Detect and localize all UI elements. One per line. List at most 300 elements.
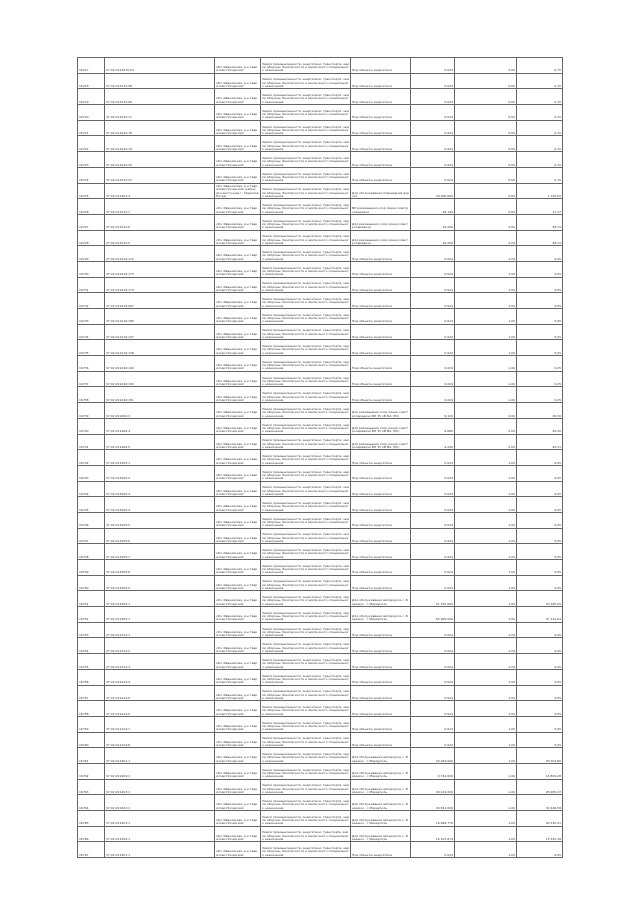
tax-amount-cell: 0,05 xyxy=(517,654,563,670)
table-row xyxy=(78,795,563,811)
tax-rate-cell: 0,50 xyxy=(455,89,517,105)
cadastral-number-cell: 37:02:011503:1 xyxy=(105,811,215,827)
location-cell: обл. Ивановская, р-н Гаврилово-Посадский xyxy=(215,371,261,387)
row-number-cell: 16754 xyxy=(78,638,105,654)
area-cell: 0,024 xyxy=(411,324,455,340)
location-cell: обл. Ивановская, р-н Гаврилово-Посадский xyxy=(215,230,261,246)
land-category-cell: Земли промышленности, энергетики, транспорta, земли обороны, безопасности и земли иного специального назначения xyxy=(261,826,351,842)
area-cell: 0,024 xyxy=(411,465,455,481)
cadastral-number-cell: 37:02:011402:1 xyxy=(105,795,215,811)
area-cell: 0,024 xyxy=(411,622,455,638)
area-cell: 0,024 xyxy=(411,356,455,372)
tax-rate-cell: 1,00 xyxy=(455,465,517,481)
land-category-cell: Земли промышленности, энергетики, транспорта, земли обороны, безопасности и земли иного специального назначения xyxy=(261,371,351,387)
land-category-cell: Земли промышленности, энергетики, транспорта, земли обороны, безопасности и земли иного специального назначения xyxy=(261,418,351,434)
location-cell: обл. Ивановская, р-н Гаврилово-Посадский xyxy=(215,136,261,152)
permitted-use-cell: Для обслуживания подъездной дороги xyxy=(351,183,411,199)
cadastral-number-cell: 37:02:011406:4 xyxy=(105,418,215,434)
location-cell: обл. Ивановская, р-н Гаврилово-Посадский xyxy=(215,293,261,309)
tax-rate-cell: 1,00 xyxy=(455,544,517,560)
permitted-use-cell: Под объекты энергетики xyxy=(351,324,411,340)
row-number-cell: 16763 xyxy=(78,779,105,795)
row-number-cell: 16751 xyxy=(78,591,105,607)
location-cell: обл. Ивановская, р-н Гаврилово-Посадский xyxy=(215,481,261,497)
land-category-cell: Земли промышленности, энергетики, транспорта, земли обороны, безопасности и земли иного специального назначения xyxy=(261,136,351,152)
table-row xyxy=(78,450,563,466)
land-category-cell: Земли промышленности, энергетики, транспорта, земли обороны, безопасности и земли иного специального назначения xyxy=(261,748,351,764)
table-row xyxy=(78,309,563,325)
land-category-cell: Земли промышленности, энергетики, транспорта, земли обороны, безопасности и земли иного специального назначения xyxy=(261,560,351,576)
area-cell: 46,140 xyxy=(411,199,455,215)
area-cell: 0,024 xyxy=(411,246,455,262)
land-category-cell: Земли промышленности, энергетики, транспорта, земли обороны, безопасности и земли иного специального назначения xyxy=(261,167,351,183)
location-cell: обл. Ивановская, р-н Гаврилово-Посадский xyxy=(215,120,261,136)
tax-rate-cell: 1,00 xyxy=(455,261,517,277)
table-row xyxy=(78,73,563,89)
location-cell: обл. Ивановская, р-н Гаврилово-Посадский xyxy=(215,246,261,262)
location-cell: обл. Ивановская, р-н Гаврилово-Посадский xyxy=(215,418,261,434)
table-row xyxy=(78,434,563,450)
permitted-use-cell: Под объекты энергетики xyxy=(351,544,411,560)
location-cell: обл. Ивановская, р-н Гаврилово-Посадский xyxy=(215,811,261,827)
area-cell: 0,024 xyxy=(411,309,455,325)
area-cell: 0,024 xyxy=(411,89,455,105)
permitted-use-cell: Под объекты энергетики xyxy=(351,152,411,168)
permitted-use-cell: Для размещения опор линии электропередачи ВЛ 35 кВ №1 (ПС) xyxy=(351,403,411,419)
row-number-cell: 16740 xyxy=(78,418,105,434)
row-number-cell: 16760 xyxy=(78,732,105,748)
table-row xyxy=(78,293,563,309)
row-number-cell: 16729 xyxy=(78,246,105,262)
table-row xyxy=(78,105,563,121)
table-row xyxy=(78,152,563,168)
tax-rate-cell: 1,00 xyxy=(455,246,517,262)
tax-amount-cell: 0,05 xyxy=(517,371,563,387)
tax-amount-cell: 48,72 xyxy=(517,230,563,246)
cadastral-number-cell: 37:02:011415:18 xyxy=(105,120,215,136)
location-cell: обл. Ивановская, р-н Гаврилово-Посадский xyxy=(215,826,261,842)
row-number-cell: 16746 xyxy=(78,512,105,528)
tax-rate-cell: 0,50 xyxy=(455,73,517,89)
land-category-cell: Земли промышленности, энергетики, транспорта, земли обороны, безопасности и земли иного специального назначения xyxy=(261,512,351,528)
location-cell: обл. Ивановская, р-н Гаврилово-Посадский xyxy=(215,261,261,277)
table-row xyxy=(78,544,563,560)
tax-rate-cell: 1,00 xyxy=(455,716,517,732)
permitted-use-cell: Под объекты энергетики xyxy=(351,387,411,403)
permitted-use-cell: Под объекты энергетики xyxy=(351,465,411,481)
table-row xyxy=(78,120,563,136)
cadastral-number-cell: 37:02:011416:097 xyxy=(105,293,215,309)
location-cell: обл. Ивановская, р-н Гаврилово-Посадский xyxy=(215,214,261,230)
row-number-cell: 16728 xyxy=(78,230,105,246)
permitted-use-cell: ВЛ размещения опор линии электропередачи xyxy=(351,199,411,215)
tax-amount-cell: 20 345,25 xyxy=(517,591,563,607)
area-cell: 64 905,000 xyxy=(411,607,455,623)
row-number-cell: 16726 xyxy=(78,199,105,215)
cadastral-number-cell: 37:02:011415:21 xyxy=(105,167,215,183)
cadastral-number-cell: 37:02:011415:7 xyxy=(105,199,215,215)
tax-rate-cell: 1,00 xyxy=(455,607,517,623)
permitted-use-cell: Под объекты энергетики xyxy=(351,450,411,466)
cadastral-number-cell: 37:02:011501:1 xyxy=(105,842,215,858)
area-cell: 10 107,874 xyxy=(411,826,455,842)
land-category-cell: Земли промышленности, энергетики, транспорта, земли обороны, безопасности и земли иного специального назначения xyxy=(261,58,351,74)
cadastral-number-cell: 37:02:011416:174 xyxy=(105,277,215,293)
tax-rate-cell: 0,50 xyxy=(455,199,517,215)
land-category-cell: Земли промышленности, энергетики, транспорта, земли обороны, безопасности и земли иного специального назначения xyxy=(261,293,351,309)
tax-amount-cell: 0,05 xyxy=(517,669,563,685)
cadastral-number-cell: 37:02:011406:3 xyxy=(105,403,215,419)
cadastral-number-cell: 37:02:011416:147 xyxy=(105,324,215,340)
tax-amount-cell: 0,05 xyxy=(517,716,563,732)
area-cell: 0,024 xyxy=(411,701,455,717)
location-cell: обл. Ивановская, р-н Гаврилово-Посадский xyxy=(215,152,261,168)
permitted-use-cell: Под объекты энергетики xyxy=(351,842,411,858)
tax-rate-cell: 1,00 xyxy=(455,669,517,685)
tax-amount-cell: 0,05 xyxy=(517,575,563,591)
tax-amount-cell: 11,37 xyxy=(517,199,563,215)
tax-amount-cell: 0,05 xyxy=(517,465,563,481)
land-category-cell: Земли промышленности, энергетики, транспорта, земли обороны, безопасности и земли иного специального назначения xyxy=(261,230,351,246)
permitted-use-cell: Под объекты энергетики xyxy=(351,136,411,152)
land-category-cell: Земли промышленности, энергетики, транспорта, земли обороны, безопасности и земли иного специального назначения xyxy=(261,356,351,372)
location-cell: обл. Ивановская, р-н Гаврилово-Посадский xyxy=(215,560,261,576)
area-cell: 0,024 xyxy=(411,575,455,591)
tax-rate-cell: 0,50 xyxy=(455,167,517,183)
permitted-use-cell: Под объекты энергетики xyxy=(351,716,411,732)
land-category-cell: Земли промышленности, энергетики, транспорта, земли обороны, безопасности и земли иного специального назначения xyxy=(261,340,351,356)
land-category-cell: Земли промышленности, энергетики, транспорта, земли обороны, безопасности и земли иного специального назначения xyxy=(261,685,351,701)
area-cell: 16 684,770 xyxy=(411,811,455,827)
location-cell: обл. Ивановская, р-н Гаврилово-Посадский xyxy=(215,356,261,372)
row-number-cell: 16766 xyxy=(78,826,105,842)
cadastral-number-cell: 37:02:011505:4 xyxy=(105,497,215,513)
row-number-cell: 16730 xyxy=(78,261,105,277)
area-cell: 0,024 xyxy=(411,685,455,701)
land-category-cell: Земли промышленности, энергетики, транспорта, земли обороны, безопасности и земли иного специального назначения xyxy=(261,638,351,654)
tax-amount-cell: 0,05 xyxy=(517,528,563,544)
cadastral-number-cell: 37:02:011416:148 xyxy=(105,340,215,356)
tax-amount-cell: 0,75 xyxy=(517,58,563,74)
area-cell: 0,024 xyxy=(411,497,455,513)
row-number-cell: 16720 xyxy=(78,105,105,121)
tax-rate-cell: 2,00 xyxy=(455,58,517,74)
permitted-use-cell: Под объекты энергетики xyxy=(351,340,411,356)
table-row xyxy=(78,183,563,199)
table-row xyxy=(78,685,563,701)
table-row xyxy=(78,622,563,638)
row-number-cell: 16759 xyxy=(78,716,105,732)
tax-amount-cell: 16 829,28 xyxy=(517,763,563,779)
table-row xyxy=(78,371,563,387)
row-number-cell: 16745 xyxy=(78,497,105,513)
row-number-cell: 16735 xyxy=(78,340,105,356)
row-number-cell: 16767 xyxy=(78,842,105,858)
table-row xyxy=(78,732,563,748)
area-cell: 0,024 xyxy=(411,105,455,121)
row-number-cell: 16761 xyxy=(78,748,105,764)
tax-rate-cell: 2,00 xyxy=(455,434,517,450)
cadastral-number-cell: 37:02:011505:6 xyxy=(105,528,215,544)
permitted-use-cell: Для обслуживания автодороги с. Бережок - г.Мариуполь xyxy=(351,607,411,623)
location-cell: обл. Ивановская, р-н Гаврилово-Посадский xyxy=(215,779,261,795)
table-row xyxy=(78,842,563,858)
location-cell: обл. Ивановская, р-н Гаврилово-Посадский xyxy=(215,387,261,403)
land-category-cell: Земли промышленности, энергетики, транспорта, земли обороны, безопасности и земли иного специального назначения xyxy=(261,105,351,121)
table-row xyxy=(78,136,563,152)
location-cell: обл. Ивановская, р-н Гаврилово-Посадский xyxy=(215,199,261,215)
row-number-cell: 16725 xyxy=(78,183,105,199)
tax-amount-cell: 0,05 xyxy=(517,293,563,309)
cadastral-number-cell: 37:02:011406:5 xyxy=(105,434,215,450)
location-cell: обл. Ивановская, р-н Гаврилово-Посадский xyxy=(215,638,261,654)
row-number-cell: 16718 xyxy=(78,73,105,89)
permitted-use-cell: Под объекты энергетики xyxy=(351,277,411,293)
row-number-cell: 16732 xyxy=(78,293,105,309)
area-cell: 0,024 xyxy=(411,340,455,356)
tax-amount-cell: 0,15 xyxy=(517,73,563,89)
row-number-cell: 16750 xyxy=(78,575,105,591)
permitted-use-cell: Под объекты энергетики xyxy=(351,481,411,497)
row-number-cell: 16755 xyxy=(78,654,105,670)
tax-rate-cell: 1,00 xyxy=(455,450,517,466)
area-cell: 0,024 xyxy=(411,58,455,74)
cadastral-number-cell: 37:02:011405:1 xyxy=(105,591,215,607)
tax-amount-cell: 0,05 xyxy=(517,732,563,748)
cadastral-number-cell: 37:02:011505:3 xyxy=(105,481,215,497)
permitted-use-cell: Под объекты энергетики xyxy=(351,638,411,654)
table-row xyxy=(78,214,563,230)
location-cell: обл. Ивановская, р-н Гаврилово-Посадский xyxy=(215,340,261,356)
row-number-cell: 16748 xyxy=(78,544,105,560)
land-category-cell: Земли промышленности, энергетики, транспорта, земли обороны, безопасности и земли иного специального назначения xyxy=(261,120,351,136)
tax-amount-cell: 0,05 xyxy=(517,324,563,340)
land-category-cell: Земли промышленности, энергетики, транспорта, земли обороны, безопасности и земли иного специального назначения xyxy=(261,732,351,748)
land-category-cell: Земли промышленности, энергетики, транспорта, земли обороны, безопасности и земли иного специального назначения xyxy=(261,544,351,560)
tax-rate-cell: 1,00 xyxy=(455,842,517,858)
permitted-use-cell: Под объекты энергетики xyxy=(351,105,411,121)
area-cell: 0,024 xyxy=(411,293,455,309)
permitted-use-cell: Под объекты энергетики xyxy=(351,73,411,89)
land-category-cell: Земли промышленности, энергетики, транспорта, земли обороны, безопасности и земли иного специального назначения xyxy=(261,152,351,168)
cadastral-number-cell: 37:02:011416:149 xyxy=(105,356,215,372)
tax-amount-cell: 30 204,80 xyxy=(517,748,563,764)
tax-rate-cell: 1,00 xyxy=(455,309,517,325)
tax-amount-cell: 26,30 xyxy=(517,418,563,434)
land-category-cell: Земли промышленности, энергетики, транспорта, земли обороны, безопасности и земли иного специального назначения xyxy=(261,246,351,262)
cadastral-number-cell: 37:02:011414:5 xyxy=(105,685,215,701)
land-category-cell: Земли промышленности, энергетики, транспорта, земли обороны, безопасности и земли иного специального назначения xyxy=(261,214,351,230)
cadastral-number-cell: 37:02:011502:1 xyxy=(105,826,215,842)
tax-rate-cell: 2,00 xyxy=(455,418,517,434)
tax-amount-cell: 0,15 xyxy=(517,120,563,136)
table-row xyxy=(78,481,563,497)
location-cell: обл. Ивановская, р-н Гаврилово-Посадский, район, юго-восточнее г. Гаврилов Посад xyxy=(216,184,259,198)
land-category-cell: Земли промышленности, энергетики, транспорта, земли обороны, безопасности и земли иного специального назначения xyxy=(261,465,351,481)
row-number-cell: 16752 xyxy=(78,607,105,623)
cadastral-number-cell: 37:02:011416:173 xyxy=(105,261,215,277)
location-cell: обл. Ивановская, р-н Гаврилово-Посадский xyxy=(215,716,261,732)
location-cell: обл. Ивановская, р-н Гаврилово-Посадский xyxy=(215,89,261,105)
row-number-cell: 16717 xyxy=(78,58,105,74)
land-category-cell: Земли промышленности, энергетики, транспорта, земли обороны, безопасности и земли иного специального назначения xyxy=(261,481,351,497)
location-cell: обл. Ивановская, р-н Гаврилово-Посадский xyxy=(215,497,261,513)
table-row xyxy=(78,638,563,654)
permitted-use-cell: Под объекты энергетики xyxy=(351,669,411,685)
permitted-use-cell: Для обслуживания автодороги с. Бережок - г.Мариуполь xyxy=(351,591,411,607)
location-cell: обл. Ивановская, р-н Гаврилово-Посадский xyxy=(215,732,261,748)
tax-amount-cell: 26 905,47 xyxy=(517,779,563,795)
row-number-cell: 16741 xyxy=(78,434,105,450)
permitted-use-cell: Под объекты энергетики xyxy=(351,497,411,513)
location-cell: обл. Ивановская, р-н Гаврилово-Посадский xyxy=(215,277,261,293)
permitted-use-cell: Для обслуживания автодороги с. Бережок - г.Мариуполь xyxy=(351,826,411,842)
cadastral-number-cell: 37:02:011416:185 xyxy=(105,309,215,325)
tax-amount-cell: 0,05 xyxy=(517,277,563,293)
tax-amount-cell: 0,05 xyxy=(517,481,563,497)
tax-rate-cell: 1,00 xyxy=(455,732,517,748)
cadastral-number-cell: 37:02:011414:4 xyxy=(105,669,215,685)
tax-rate-cell: 1,00 xyxy=(455,481,517,497)
table-row xyxy=(78,340,563,356)
area-cell: 0,024 xyxy=(411,528,455,544)
area-cell: 0,024 xyxy=(411,136,455,152)
permitted-use-cell: Для размещения опор линии электропередачи xyxy=(351,214,411,230)
location-cell: обл. Ивановская, р-н Гаврилово-Посадский xyxy=(215,324,261,340)
table-row xyxy=(78,356,563,372)
tax-rate-cell: 0,50 xyxy=(455,105,517,121)
tax-rate-cell: 1,00 xyxy=(455,622,517,638)
land-category-cell: Земли промышленности, энергетики, транспорта, земли обороны, безопасности и земли иного специального назначения xyxy=(261,716,351,732)
area-cell: 20 101,000 xyxy=(411,779,455,795)
location-cell: обл. Ивановская, р-н Гаврилово-Посадский xyxy=(215,591,261,607)
table-row xyxy=(78,779,563,795)
tax-amount-cell: 30 446,58 xyxy=(517,795,563,811)
table-row xyxy=(78,811,563,827)
row-number-cell: 16722 xyxy=(78,136,105,152)
row-number-cell: 16734 xyxy=(78,324,105,340)
cadastral-number-cell: 37:02:011409:1 xyxy=(105,763,215,779)
tax-rate-cell: 1,00 xyxy=(455,560,517,576)
table-row xyxy=(78,58,563,74)
permitted-use-cell: Для обслуживания автодороги с. Бережок - г.Мариуполь xyxy=(351,779,411,795)
cadastral-number-cell: 37:02:011505:1 xyxy=(105,450,215,466)
land-category-cell: Земли промышленности, энергетики, транспорта, земли обороны, безопасности и земли иного специального назначения xyxy=(261,450,351,466)
tax-rate-cell: 2,00 xyxy=(455,230,517,246)
tax-rate-cell: 1,00 xyxy=(455,826,517,842)
table-row xyxy=(78,607,563,623)
permitted-use-cell: Под объекты энергетики xyxy=(351,58,411,74)
location-cell: обл. Ивановская, р-н Гаврилово-Посадский xyxy=(215,607,261,623)
location-cell: обл. Ивановская, р-н Гаврилово-Посадский xyxy=(215,748,261,764)
location-cell: обл. Ивановская, р-н Гаврилово-Посадский xyxy=(215,512,261,528)
permitted-use-cell: Под объекты энергетики xyxy=(351,654,411,670)
location-cell: обл. Ивановская, р-н Гаврилово-Посадский xyxy=(215,167,261,183)
tax-amount-cell: 0,05 xyxy=(517,560,563,576)
table-row xyxy=(78,512,563,528)
land-category-cell: Земли промышленности, энергетики, транспорта, земли обороны, безопасности и земли иного специального назначения xyxy=(261,669,351,685)
row-number-cell: 16731 xyxy=(78,277,105,293)
table-row xyxy=(78,560,563,576)
cadastral-number-cell: 37:02:011505:2 xyxy=(105,465,215,481)
area-cell: 0,024 xyxy=(411,638,455,654)
cadastral-number-cell: 37:02:011401:3 xyxy=(105,183,215,199)
area-cell: 0,024 xyxy=(411,73,455,89)
cadastral-number-cell: 37:02:011415:58 xyxy=(105,73,215,89)
tax-amount-cell: 0,05 xyxy=(517,309,563,325)
table-row xyxy=(78,465,563,481)
permitted-use-cell: Под объекты энергетики xyxy=(351,732,411,748)
land-category-cell: Земли промышленности, энергетики, транспорта, земли обороны, безопасности и земли иного специального назначения xyxy=(261,763,351,779)
location-cell: обл. Ивановская, р-н Гаврилово-Посадский xyxy=(215,403,261,419)
tax-rate-cell: 1,00 xyxy=(455,748,517,764)
permitted-use-cell: Под объекты энергетики xyxy=(351,512,411,528)
tax-rate-cell: 2,00 xyxy=(455,403,517,419)
cadastral-number-cell: 37:02:011415:20 xyxy=(105,152,215,168)
area-cell: 9,120 xyxy=(411,403,455,419)
cadastral-number-cell: 37:02:011415:56 xyxy=(105,89,215,105)
cadastral-number-cell: 37:02:011505:7 xyxy=(105,544,215,560)
tax-rate-cell: 1,00 xyxy=(455,512,517,528)
table-row xyxy=(78,89,563,105)
tax-amount-cell: 0,05 xyxy=(517,701,563,717)
land-category-cell: Земли промышленности, энергетики, транспорта, земли обороны, безопасности и земли иного специального назначения xyxy=(261,434,351,450)
location-cell: обл. Ивановская, р-н Гаврилово-Посадский xyxy=(215,465,261,481)
cadastral-number-cell: 37:02:011415:17 xyxy=(105,105,215,121)
table-row xyxy=(78,654,563,670)
permitted-use-cell: Под объекты энергетики xyxy=(351,356,411,372)
area-cell: 0,024 xyxy=(411,481,455,497)
permitted-use-cell: Для размещения опор линии электропередачи ВЛ 35 кВ №1 (ПС) xyxy=(351,434,411,450)
permitted-use-cell: Для обслуживания автодороги с. Бережок - г.Мариуполь xyxy=(351,748,411,764)
area-cell: 0,024 xyxy=(411,669,455,685)
location-cell: обл. Ивановская, р-н Гаврилово-Посадский xyxy=(215,622,261,638)
area-cell: 0,024 xyxy=(411,167,455,183)
row-number-cell: 16747 xyxy=(78,528,105,544)
table-row xyxy=(78,246,563,262)
tax-rate-cell: 1,00 xyxy=(455,277,517,293)
tax-amount-cell: 0,05 xyxy=(517,261,563,277)
cadastral-number-cell: 37:02:011414:3 xyxy=(105,654,215,670)
tax-rate-cell: 1,00 xyxy=(455,356,517,372)
tax-rate-cell: 1,00 xyxy=(455,293,517,309)
permitted-use-cell: Под объекты энергетики xyxy=(351,560,411,576)
table-row xyxy=(78,763,563,779)
area-cell: 0,024 xyxy=(411,842,455,858)
area-cell: 0,024 xyxy=(411,387,455,403)
land-category-cell: Земли промышленности, энергетики, транспорта, земли обороны, безопасности и земли иного специального назначения xyxy=(261,403,351,419)
location-cell: обл. Ивановская, р-н Гаврилово-Посадский xyxy=(215,701,261,717)
tax-rate-cell: 1,00 xyxy=(455,528,517,544)
table-row xyxy=(78,387,563,403)
cadastral-number-cell: 37:02:011414:8 xyxy=(105,732,215,748)
tax-rate-cell: 2,00 xyxy=(455,214,517,230)
permitted-use-cell: Под объекты энергетики xyxy=(351,685,411,701)
table-row xyxy=(78,199,563,215)
cadastral-number-cell: 37:02:011403:1 xyxy=(105,779,215,795)
table-row xyxy=(78,575,563,591)
row-number-cell: 16744 xyxy=(78,481,105,497)
row-number-cell: 16736 xyxy=(78,356,105,372)
cadastral-number-cell: 37:02:011405:1 xyxy=(105,607,215,623)
cadastral-number-cell: 37:02:011505:5 xyxy=(105,512,215,528)
table-row xyxy=(78,261,563,277)
table-row xyxy=(78,701,563,717)
tax-amount-cell: 26,30 xyxy=(517,403,563,419)
tax-rate-cell: 1,00 xyxy=(455,779,517,795)
tax-amount-cell: 0,15 xyxy=(517,152,563,168)
location-cell: обл. Ивановская, р-н Гаврилово-Посадский xyxy=(215,528,261,544)
